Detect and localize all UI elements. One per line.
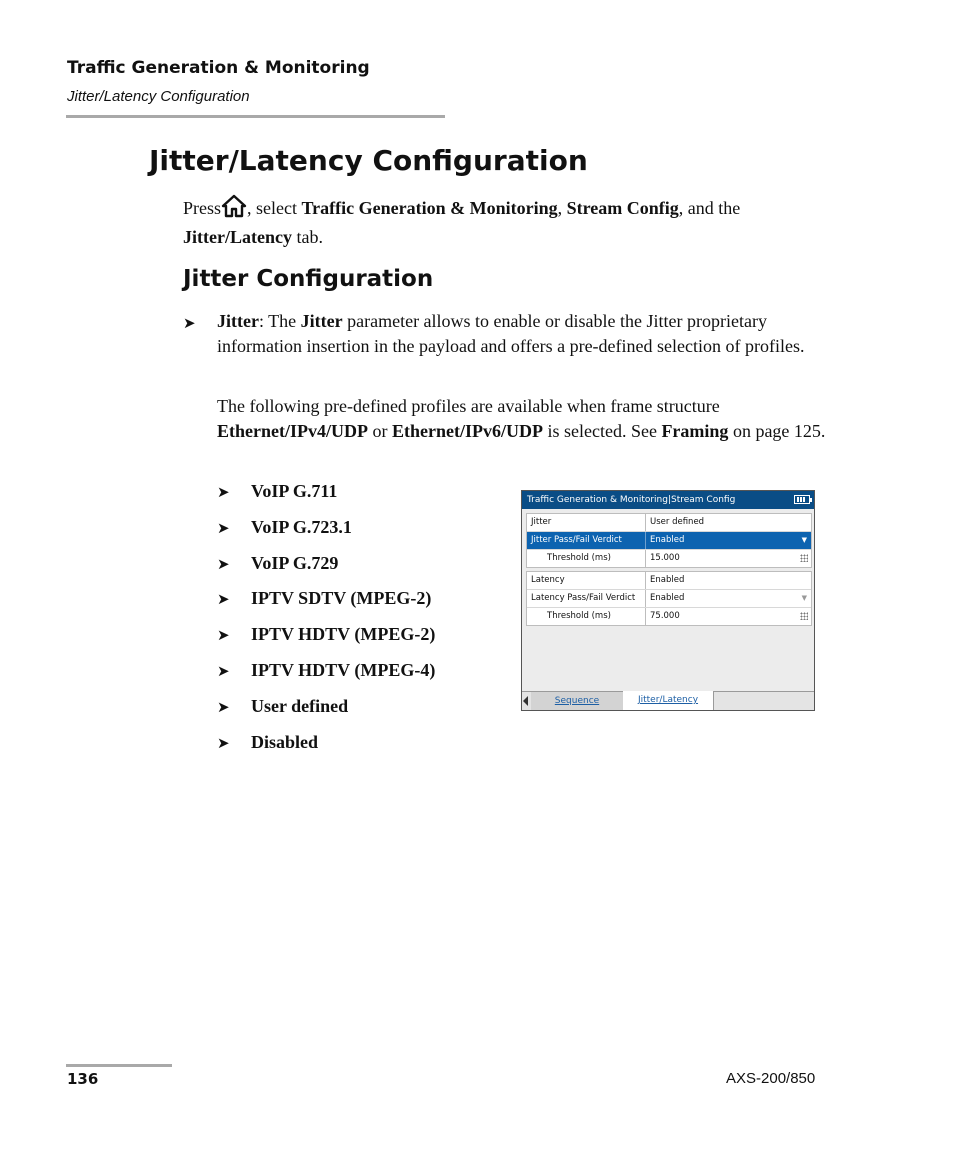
footer-rule xyxy=(66,1064,172,1067)
select-value: Enabled xyxy=(650,593,685,603)
jitter-threshold-input[interactable] xyxy=(645,550,811,567)
jitter-verdict-select[interactable] xyxy=(645,532,811,549)
list-item xyxy=(217,588,431,609)
profiles-text-4: on page 125. xyxy=(728,421,826,441)
select-value: Enabled xyxy=(650,535,685,545)
page-title: Jitter/Latency Configuration xyxy=(149,144,588,177)
profiles-bold-ipv6: Ethernet/IPv6/UDP xyxy=(391,421,543,441)
setting-label: Threshold (ms) xyxy=(547,611,611,621)
section-heading: Jitter Configuration xyxy=(183,266,434,292)
jitter-verdict-row[interactable] xyxy=(527,532,811,550)
list-item xyxy=(217,696,348,717)
tab-sequence[interactable]: Sequence xyxy=(531,692,624,710)
profile-label: VoIP G.711 xyxy=(251,481,338,501)
device-title-bar xyxy=(522,491,814,509)
input-value: 75.000 xyxy=(650,611,680,621)
framing-link[interactable]: Framing xyxy=(661,421,729,441)
header-rule xyxy=(66,115,445,118)
setting-label: Latency Pass/Fail Verdict xyxy=(531,593,636,603)
jitter-value[interactable]: User defined xyxy=(645,514,811,531)
profile-label: Disabled xyxy=(251,732,319,752)
tab-jitter-latency[interactable]: Jitter/Latency xyxy=(623,691,714,710)
intro-paragraph xyxy=(183,194,833,250)
list-item xyxy=(217,660,435,681)
list-item xyxy=(217,517,352,538)
bullet-arrow-icon: ➤ xyxy=(217,664,230,680)
dropdown-arrow-icon[interactable]: ▼ xyxy=(801,536,807,544)
profile-label: IPTV HDTV (MPEG-2) xyxy=(251,624,436,644)
device-title: Traffic Generation & Monitoring|Stream Config xyxy=(527,495,736,505)
setting-label: Jitter xyxy=(531,517,552,527)
bullet-arrow-icon: ➤ xyxy=(217,557,230,573)
intro-comma: , xyxy=(557,198,567,218)
intro-tab-text: tab. xyxy=(291,227,323,247)
profile-label: VoIP G.729 xyxy=(251,553,339,573)
profiles-text-1: The following pre-defined profiles are available when frame structure xyxy=(217,396,720,416)
dropdown-arrow-icon[interactable]: ▼ xyxy=(801,594,807,602)
latency-verdict-select[interactable] xyxy=(645,590,811,607)
bullet-arrow-icon: ➤ xyxy=(183,316,196,332)
profile-label: VoIP G.723.1 xyxy=(251,517,352,537)
jitter-settings-group xyxy=(526,513,812,568)
bullet-arrow-icon: ➤ xyxy=(217,521,230,537)
battery-icon xyxy=(794,495,810,504)
latency-verdict-row[interactable] xyxy=(527,590,811,608)
intro-press-text: Press xyxy=(183,198,222,218)
profiles-bold-ipv4: Ethernet/IPv4/UDP xyxy=(217,421,368,441)
bullet-arrow-icon: ➤ xyxy=(217,628,230,644)
keypad-icon[interactable] xyxy=(800,554,808,562)
running-header-section: Jitter/Latency Configuration xyxy=(67,88,250,105)
page-number: 136 xyxy=(67,1070,99,1088)
latency-row[interactable] xyxy=(527,572,811,590)
intro-bold-stream: Stream Config xyxy=(566,198,679,218)
device-tab-bar xyxy=(522,691,814,710)
jitter-threshold-row[interactable] xyxy=(527,550,811,567)
list-item xyxy=(217,553,338,574)
bullet-arrow-icon: ➤ xyxy=(217,736,230,752)
setting-label: Jitter Pass/Fail Verdict xyxy=(531,535,622,545)
setting-label: Latency xyxy=(531,575,565,585)
bullet-arrow-icon: ➤ xyxy=(217,485,230,501)
bullet-arrow-icon: ➤ xyxy=(217,592,230,608)
home-icon xyxy=(221,194,247,225)
list-item xyxy=(217,732,318,753)
input-value: 15.000 xyxy=(650,553,680,563)
intro-bold-jitter-latency: Jitter/Latency xyxy=(183,227,292,247)
latency-settings-group xyxy=(526,571,812,626)
intro-bold-traffic: Traffic Generation & Monitoring xyxy=(301,198,558,218)
running-header-chapter: Traffic Generation & Monitoring xyxy=(67,58,370,78)
profile-label: User defined xyxy=(251,696,349,716)
profile-label: IPTV SDTV (MPEG-2) xyxy=(251,588,432,608)
jitter-row[interactable] xyxy=(527,514,811,532)
device-screenshot xyxy=(521,490,815,711)
setting-label: Threshold (ms) xyxy=(547,553,611,563)
list-item xyxy=(217,624,435,645)
jitter-text-1: : The xyxy=(258,311,301,331)
keypad-icon[interactable] xyxy=(800,612,808,620)
bullet-arrow-icon: ➤ xyxy=(217,700,230,716)
profiles-text-3: is selected. See xyxy=(542,421,662,441)
list-item xyxy=(217,481,337,502)
jitter-paragraph xyxy=(217,309,837,359)
intro-and-text: , and the xyxy=(678,198,741,218)
product-code: AXS-200/850 xyxy=(726,1070,816,1087)
latency-value[interactable]: Enabled xyxy=(645,572,811,589)
jitter-bold-2: Jitter xyxy=(300,311,343,331)
profiles-paragraph xyxy=(217,394,827,444)
tab-scroll-left-icon[interactable] xyxy=(523,696,528,706)
profiles-text-2: or xyxy=(367,421,392,441)
jitter-bold-1: Jitter xyxy=(217,311,259,331)
latency-threshold-input[interactable] xyxy=(645,608,811,625)
intro-select-text: , select xyxy=(247,198,302,218)
latency-threshold-row[interactable] xyxy=(527,608,811,625)
jitter-text-2: parameter allows to enable or disable the Jitter proprietary information insertion in the payload and offers a pre-defined selection of profiles. xyxy=(217,311,805,356)
profile-label: IPTV HDTV (MPEG-4) xyxy=(251,660,436,680)
